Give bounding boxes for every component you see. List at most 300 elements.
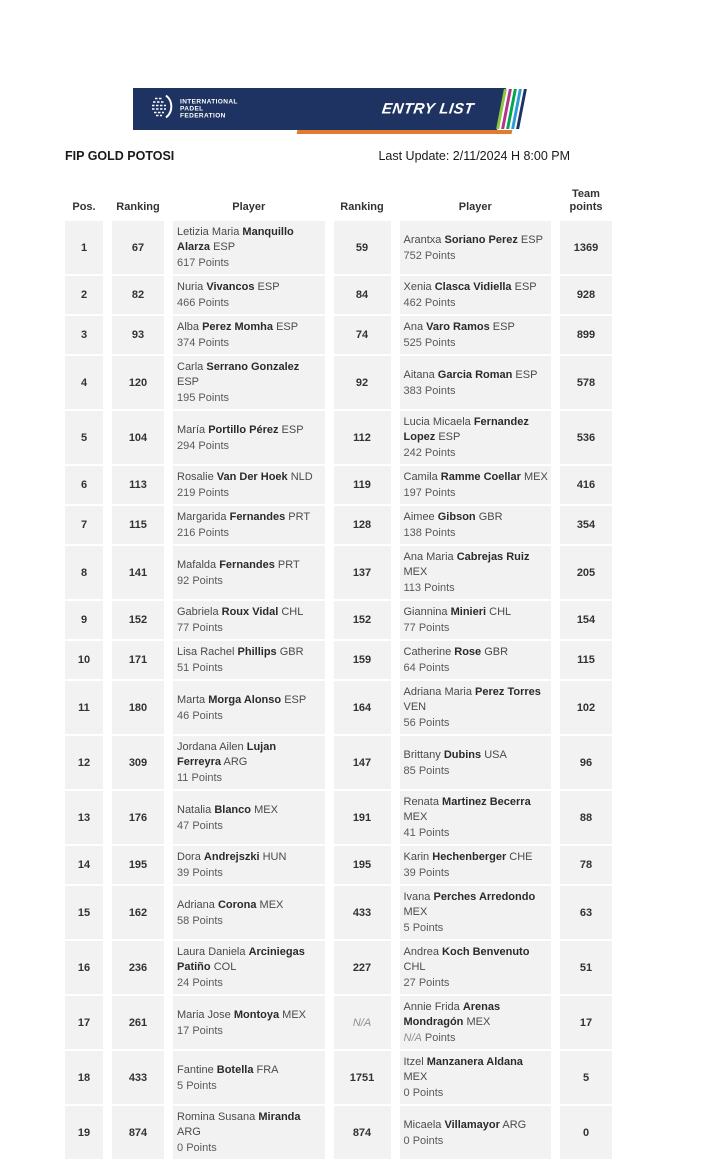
- position-value: 6: [80, 479, 88, 491]
- player-points-2: [404, 1031, 550, 1046]
- player-2-country-code: MEX: [403, 566, 428, 578]
- player-2-country-code: CHL: [403, 961, 426, 973]
- ranking-cell-1: [112, 1106, 164, 1159]
- player-2-first-name: Camila: [403, 471, 438, 483]
- ranking-value-1: 141: [128, 566, 148, 579]
- player-points-1: [177, 866, 323, 881]
- player-name-1: [177, 360, 323, 390]
- ranking-cell-1: [112, 316, 164, 354]
- player-2-last-name: Ramme Coellar: [440, 471, 521, 483]
- ranking-value-2: 227: [352, 961, 372, 974]
- player-name-2: [404, 1118, 550, 1133]
- team-points-cell: [560, 996, 612, 1049]
- team-points-cell: [560, 506, 612, 544]
- points-value: 51: [177, 662, 190, 674]
- player-1-last-name: Serrano Gonzalez: [206, 361, 300, 373]
- team-points-value: 354: [576, 519, 596, 531]
- team-points-value: 102: [576, 701, 596, 714]
- team-points-value: 154: [576, 614, 596, 626]
- player-name-2: [404, 280, 550, 295]
- player-points-1: [177, 296, 323, 311]
- ranking-value-2: 112: [353, 431, 371, 444]
- ranking-cell-1: [112, 466, 164, 504]
- player-2-first-name: Giannina: [403, 606, 448, 618]
- table-row: [65, 411, 612, 464]
- player-1-first-name: Maria Jose: [177, 1008, 231, 1021]
- ranking-value-1: 93: [131, 329, 145, 341]
- player-1-first-name: Lisa Rachel: [177, 646, 235, 658]
- table-row: [65, 276, 612, 314]
- player-cell-1: [173, 996, 325, 1049]
- player-2-first-name: Renata: [403, 796, 439, 808]
- team-points-value: 536: [576, 431, 596, 444]
- points-label: Points: [198, 392, 229, 404]
- points-value: 197: [403, 487, 422, 499]
- points-label: Points: [192, 819, 223, 832]
- table-row: [65, 546, 612, 599]
- player-2-last-name: Soriano Perez: [444, 233, 518, 246]
- player-points-2: [404, 976, 550, 991]
- player-1-country-code: FRA: [256, 1063, 279, 1076]
- ranking-cell-1: [112, 546, 164, 599]
- player-2-first-name: Brittany: [403, 748, 441, 761]
- table-row: [65, 846, 612, 884]
- ipf-globe-icon: [149, 94, 175, 125]
- header-ranking-1: Ranking: [116, 201, 160, 213]
- ranking-value-1: 176: [128, 811, 148, 824]
- player-1-country-code: MEX: [259, 898, 284, 911]
- points-label: Points: [186, 1142, 217, 1154]
- player-2-last-name: Fernandez Lopez: [403, 416, 529, 443]
- points-label: Points: [424, 447, 456, 459]
- player-cell-1: [173, 1106, 325, 1159]
- points-label: Points: [198, 487, 229, 499]
- player-name-2: [404, 550, 550, 580]
- player-1-last-name: Arciniegas Patiño: [177, 946, 305, 973]
- player-2-last-name: Cabrejas Ruiz: [456, 551, 530, 563]
- points-label: Points: [424, 582, 455, 594]
- player-2-last-name: Arenas Mondragón: [403, 1001, 501, 1028]
- position-value: 12: [77, 756, 91, 769]
- table-row: [65, 221, 612, 274]
- player-name-2: [404, 470, 550, 485]
- position-value: 13: [77, 811, 91, 824]
- player-name-1: [177, 510, 323, 525]
- ranking-value-1: 180: [128, 701, 148, 714]
- player-cell-1: [173, 466, 325, 504]
- position-value: 8: [80, 566, 88, 579]
- ranking-cell-2: [334, 941, 391, 994]
- player-points-1: [177, 709, 323, 724]
- ranking-cell-2: [334, 546, 391, 599]
- table-row: [65, 886, 612, 939]
- player-cell-1: [173, 411, 325, 464]
- points-value: 85: [403, 764, 416, 777]
- ranking-value-1: 171: [128, 654, 148, 666]
- player-2-last-name: Garcia Roman: [437, 368, 513, 381]
- points-value: 752: [403, 249, 422, 262]
- ranking-value-2: 128: [352, 519, 372, 531]
- player-cell-1: [173, 316, 325, 354]
- position-cell: [65, 886, 103, 939]
- player-1-first-name: Romina Susana: [177, 1111, 256, 1123]
- ranking-cell-1: [112, 996, 164, 1049]
- player-points-2: [404, 1134, 550, 1149]
- player-1-first-name: Carla: [177, 361, 204, 373]
- points-value: N/A: [403, 1032, 422, 1044]
- points-label: Points: [424, 337, 456, 349]
- player-1-first-name: Mafalda: [177, 558, 217, 571]
- points-label: Points: [424, 487, 456, 499]
- ranking-value-1: 195: [128, 859, 148, 871]
- points-label: Points: [192, 709, 223, 722]
- player-2-first-name: Itzel: [403, 1056, 424, 1068]
- ranking-cell-2: [334, 316, 391, 354]
- ranking-cell-1: [112, 736, 164, 789]
- player-points-1: [177, 771, 323, 786]
- player-name-2: [404, 748, 550, 763]
- player-2-first-name: Lucia Micaela: [403, 416, 471, 428]
- team-points-cell: [560, 1106, 612, 1159]
- points-label: Points: [192, 662, 223, 674]
- table-row: [65, 601, 612, 639]
- player-cell-2: [400, 221, 552, 274]
- ranking-cell-2: [334, 736, 391, 789]
- team-points-value: 1369: [573, 241, 599, 254]
- ranking-value-1: 152: [128, 614, 148, 626]
- player-2-first-name: Andrea: [403, 946, 439, 958]
- player-cell-2: [400, 941, 552, 994]
- ranking-value-2: 159: [352, 654, 372, 666]
- player-name-2: [404, 685, 550, 715]
- player-2-last-name: Minieri: [450, 606, 487, 618]
- ranking-value-1: 236: [128, 961, 148, 974]
- player-1-first-name: Fantine: [177, 1063, 214, 1076]
- ranking-cell-1: [112, 1051, 164, 1104]
- table-row: [65, 466, 612, 504]
- points-value: 5: [403, 922, 410, 934]
- table-row: [65, 316, 612, 354]
- player-1-first-name: Adriana: [177, 898, 215, 911]
- player-points-2: [404, 621, 550, 636]
- player-cell-2: [400, 466, 552, 504]
- position-cell: [65, 316, 103, 354]
- player-2-country-code: MEX: [466, 1016, 491, 1028]
- player-2-last-name: Varo Ramos: [426, 321, 490, 333]
- player-2-first-name: Xenia: [403, 281, 432, 293]
- player-name-2: [404, 510, 550, 525]
- ranking-value-1: 67: [131, 241, 145, 254]
- player-2-first-name: Micaela: [403, 1118, 442, 1131]
- position-cell: [65, 736, 103, 789]
- player-cell-2: [400, 1051, 552, 1104]
- points-value: 11: [177, 772, 189, 784]
- player-name-2: [404, 1055, 550, 1085]
- player-points-2: [404, 384, 550, 399]
- player-2-first-name: Ivana: [403, 891, 431, 903]
- table-body: [65, 221, 612, 1159]
- event-title: FIP GOLD POTOSI: [65, 149, 175, 163]
- ranking-value-2: 59: [355, 241, 369, 254]
- points-label: Points: [186, 1079, 217, 1092]
- player-name-1: [177, 1008, 323, 1023]
- position-value: 16: [77, 961, 91, 974]
- player-1-last-name: Montoya: [233, 1008, 280, 1021]
- player-1-first-name: Natalia: [177, 803, 212, 816]
- position-cell: [65, 1106, 103, 1159]
- player-2-country-code: ESP: [492, 321, 515, 333]
- position-value: 9: [80, 614, 88, 626]
- player-1-first-name: Gabriela: [177, 606, 219, 618]
- ranking-value-2: 195: [352, 859, 372, 871]
- ranking-value-1: 82: [131, 289, 145, 301]
- player-name-2: [404, 605, 550, 620]
- points-value: 374: [177, 337, 196, 349]
- player-2-country-code: ARG: [502, 1118, 527, 1131]
- player-2-last-name: Gibson: [437, 511, 476, 523]
- ranking-cell-2: [334, 681, 391, 734]
- player-1-first-name: Dora: [177, 851, 201, 863]
- player-points-2: [404, 486, 550, 501]
- header-pos: Pos.: [72, 201, 96, 213]
- player-name-1: [177, 423, 323, 438]
- team-points-cell: [560, 411, 612, 464]
- player-cell-1: [173, 276, 325, 314]
- position-cell: [65, 221, 103, 274]
- points-value: 39: [177, 867, 190, 879]
- points-label: Points: [198, 337, 229, 349]
- team-points-value: 115: [577, 654, 595, 666]
- position-value: 4: [80, 376, 88, 389]
- player-name-1: [177, 1110, 323, 1140]
- player-name-1: [177, 320, 323, 335]
- player-2-country-code: VEN: [403, 701, 427, 713]
- player-1-country-code: ESP: [177, 376, 200, 388]
- player-cell-2: [400, 546, 552, 599]
- points-label: Points: [192, 574, 223, 587]
- player-cell-2: [400, 791, 552, 844]
- player-points-1: [177, 914, 323, 929]
- player-points-2: [404, 446, 550, 461]
- player-2-last-name: Villamayor: [444, 1118, 500, 1131]
- ranking-cell-2: [334, 846, 391, 884]
- points-value: 0: [403, 1087, 410, 1099]
- player-2-country-code: CHE: [509, 851, 533, 863]
- ranking-cell-2: [334, 641, 391, 679]
- player-1-country-code: ESP: [284, 693, 307, 706]
- player-name-1: [177, 850, 323, 865]
- player-points-1: [177, 976, 323, 991]
- points-value: 5: [177, 1079, 184, 1092]
- ranking-value-2: 74: [355, 329, 369, 341]
- points-value: 17: [177, 1024, 190, 1037]
- header-player-1: Player: [232, 201, 266, 213]
- points-label: Points: [412, 1134, 444, 1147]
- last-update: Last Update: 2/11/2024 H 8:00 PM: [378, 149, 570, 163]
- points-label: Points: [424, 297, 456, 309]
- entry-list-table: [65, 186, 612, 1159]
- player-1-last-name: Van Der Hoek: [216, 471, 288, 483]
- points-value: 47: [177, 819, 190, 832]
- points-label: Points: [424, 1032, 456, 1044]
- ranking-value-2: 433: [352, 906, 372, 919]
- points-value: 41: [403, 827, 416, 839]
- ipf-logo: [149, 94, 238, 125]
- ranking-value-2: 137: [352, 566, 372, 579]
- player-2-first-name: Adriana Maria: [403, 686, 472, 698]
- player-cell-1: [173, 221, 325, 274]
- points-label: Points: [418, 622, 450, 634]
- ranking-cell-1: [112, 791, 164, 844]
- points-value: 46: [177, 709, 190, 722]
- player-cell-2: [400, 846, 552, 884]
- ranking-cell-1: [112, 276, 164, 314]
- position-cell: [65, 601, 103, 639]
- points-label: Points: [198, 527, 229, 539]
- player-name-2: [404, 945, 550, 975]
- player-cell-1: [173, 886, 325, 939]
- points-label: Points: [424, 527, 456, 539]
- team-points-cell: [560, 941, 612, 994]
- player-name-1: [177, 470, 323, 485]
- team-points-cell: [560, 546, 612, 599]
- player-2-country-code: MEX: [523, 471, 548, 483]
- points-value: 24: [177, 977, 190, 989]
- team-points-cell: [560, 316, 612, 354]
- player-cell-1: [173, 736, 325, 789]
- points-label: Points: [418, 717, 450, 729]
- points-value: 39: [403, 867, 416, 879]
- player-name-2: [404, 368, 550, 383]
- ranking-cell-1: [112, 846, 164, 884]
- position-cell: [65, 466, 103, 504]
- player-1-country-code: ARG: [223, 756, 248, 768]
- player-1-country-code: ESP: [276, 321, 299, 333]
- player-name-2: [404, 1000, 550, 1030]
- position-cell: [65, 681, 103, 734]
- player-points-1: [177, 1024, 323, 1039]
- table-header-row: [65, 186, 612, 217]
- ranking-cell-2: [334, 276, 391, 314]
- player-points-2: [404, 249, 550, 264]
- ranking-value-2: N/A: [352, 1016, 372, 1029]
- ranking-value-1: 309: [128, 756, 148, 769]
- player-points-2: [404, 296, 550, 311]
- position-value: 18: [77, 1071, 91, 1084]
- player-cell-1: [173, 506, 325, 544]
- player-1-first-name: Marta: [177, 693, 206, 706]
- team-points-cell: [560, 791, 612, 844]
- player-1-last-name: Vivancos: [206, 281, 255, 293]
- player-1-country-code: MEX: [282, 1008, 306, 1021]
- player-points-1: [177, 256, 323, 271]
- team-points-value: 96: [579, 756, 593, 769]
- player-2-last-name: Dubins: [443, 748, 482, 761]
- player-1-last-name: Manquillo Alarza: [177, 226, 294, 253]
- ranking-cell-1: [112, 681, 164, 734]
- points-label: Points: [192, 622, 223, 634]
- player-2-first-name: Aitana: [403, 368, 435, 381]
- player-1-country-code: PRT: [277, 558, 300, 571]
- player-points-1: [177, 526, 323, 541]
- player-name-1: [177, 898, 323, 913]
- position-cell: [65, 1051, 103, 1104]
- player-points-1: [177, 439, 323, 454]
- ipf-logo-text: [180, 99, 238, 120]
- position-value: 3: [80, 329, 88, 341]
- player-2-last-name: Clasca Vidiella: [434, 281, 512, 293]
- ranking-cell-2: [334, 356, 391, 409]
- ranking-value-2: 119: [353, 479, 371, 491]
- player-cell-2: [400, 681, 552, 734]
- player-1-country-code: HUN: [262, 851, 287, 863]
- points-value: 294: [177, 439, 196, 452]
- player-2-first-name: Arantxa: [403, 233, 442, 246]
- player-1-last-name: Morga Alonso: [208, 693, 282, 706]
- player-cell-1: [173, 546, 325, 599]
- team-points-cell: [560, 221, 612, 274]
- points-value: 27: [403, 977, 416, 989]
- title-row: [65, 149, 570, 163]
- points-label: Points: [412, 1087, 444, 1099]
- team-points-value: 63: [579, 906, 593, 919]
- player-cell-2: [400, 356, 552, 409]
- player-1-country-code: ESP: [257, 281, 280, 293]
- ranking-cell-1: [112, 641, 164, 679]
- table-row: [65, 1106, 612, 1159]
- logo-line-1: INTERNATIONAL: [180, 98, 238, 106]
- team-points-value: 0: [582, 1126, 590, 1139]
- points-label: Points: [418, 764, 450, 777]
- position-cell: [65, 846, 103, 884]
- ranking-cell-1: [112, 411, 164, 464]
- player-2-last-name: Martinez Becerra: [442, 796, 531, 808]
- points-label: Points: [418, 827, 450, 839]
- position-cell: [65, 356, 103, 409]
- position-value: 10: [77, 654, 91, 666]
- points-label: Points: [418, 867, 450, 879]
- position-value: 15: [77, 906, 91, 919]
- player-points-2: [404, 826, 550, 841]
- player-cell-1: [173, 941, 325, 994]
- points-value: 56: [403, 717, 416, 729]
- ranking-value-2: 147: [352, 756, 372, 769]
- player-points-1: [177, 661, 323, 676]
- ranking-cell-1: [112, 221, 164, 274]
- player-cell-1: [173, 681, 325, 734]
- player-points-1: [177, 621, 323, 636]
- table-row: [65, 996, 612, 1049]
- points-label: Points: [198, 297, 229, 309]
- ranking-value-2: 92: [355, 376, 369, 389]
- player-cell-2: [400, 996, 552, 1049]
- player-points-2: [404, 336, 550, 351]
- player-name-1: [177, 740, 323, 770]
- points-label: Points: [192, 914, 223, 927]
- position-cell: [65, 941, 103, 994]
- points-value: 77: [177, 622, 190, 634]
- ranking-value-1: 115: [129, 519, 147, 531]
- player-cell-1: [173, 791, 325, 844]
- ranking-cell-1: [112, 601, 164, 639]
- player-cell-1: [173, 846, 325, 884]
- points-value: 525: [403, 337, 422, 349]
- ranking-value-1: 162: [128, 906, 148, 919]
- player-2-last-name: Hechenberger: [432, 851, 507, 863]
- ranking-value-2: 874: [352, 1126, 372, 1139]
- player-points-1: [177, 1141, 323, 1156]
- points-value: 466: [177, 297, 196, 309]
